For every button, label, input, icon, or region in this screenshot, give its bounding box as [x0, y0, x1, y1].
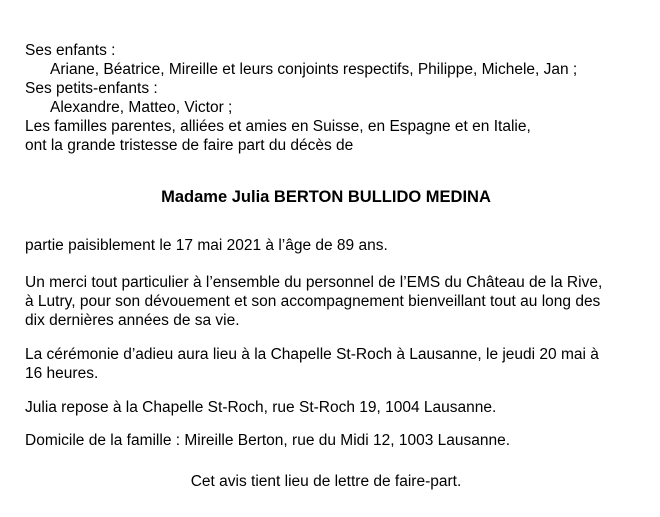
ceremony-line-2: 16 heures. — [25, 365, 99, 382]
deceased-name: Madame Julia BERTON BULLIDO MEDINA — [161, 188, 491, 206]
thanks-line-2: à Lutry, pour son dévouement et son accompagnement bienveillant tout au long des — [25, 293, 601, 310]
thanks-line-1: Un merci tout particulier à l’ensemble du personnel de l’EMS du Château de la Rive, — [25, 274, 603, 291]
ceremony-line-1: La cérémonie d’adieu aura lieu à la Chapelle St-Roch à Lausanne, le jeudi 20 mai à — [25, 346, 599, 363]
closing-note: Cet avis tient lieu de lettre de faire-part. — [190, 473, 462, 490]
thanks-paragraph — [25, 273, 635, 330]
passing-paragraph — [25, 236, 635, 255]
family-address-text: Domicile de la famille : Mireille Berton, rue du Midi 12, 1003 Lausanne. — [25, 432, 511, 449]
ceremony-paragraph — [25, 345, 635, 383]
family-announcement — [25, 41, 635, 155]
grandchildren-names: Alexandre, Matteo, Victor ; — [50, 99, 233, 116]
rest-place-text: Julia repose à la Chapelle St-Roch, rue St-Roch 19, 1004 Lausanne. — [25, 399, 497, 416]
grandchildren-label: Ses petits-enfants : — [25, 80, 158, 97]
thanks-line-3: dix dernières années de sa vie. — [25, 312, 240, 329]
passing-text: partie paisiblement le 17 mai 2021 à l’âge de 89 ans. — [25, 237, 388, 254]
families-line: Les familles parentes, alliées et amies en Suisse, en Espagne et en Italie, — [25, 118, 531, 135]
announcement-line: ont la grande tristesse de faire part du décès de — [25, 137, 354, 154]
rest-place-paragraph — [25, 398, 635, 417]
family-address-paragraph — [25, 431, 635, 450]
children-label: Ses enfants : — [25, 42, 116, 59]
children-names: Ariane, Béatrice, Mireille et leurs conjoints respectifs, Philippe, Michele, Jan ; — [50, 61, 578, 78]
